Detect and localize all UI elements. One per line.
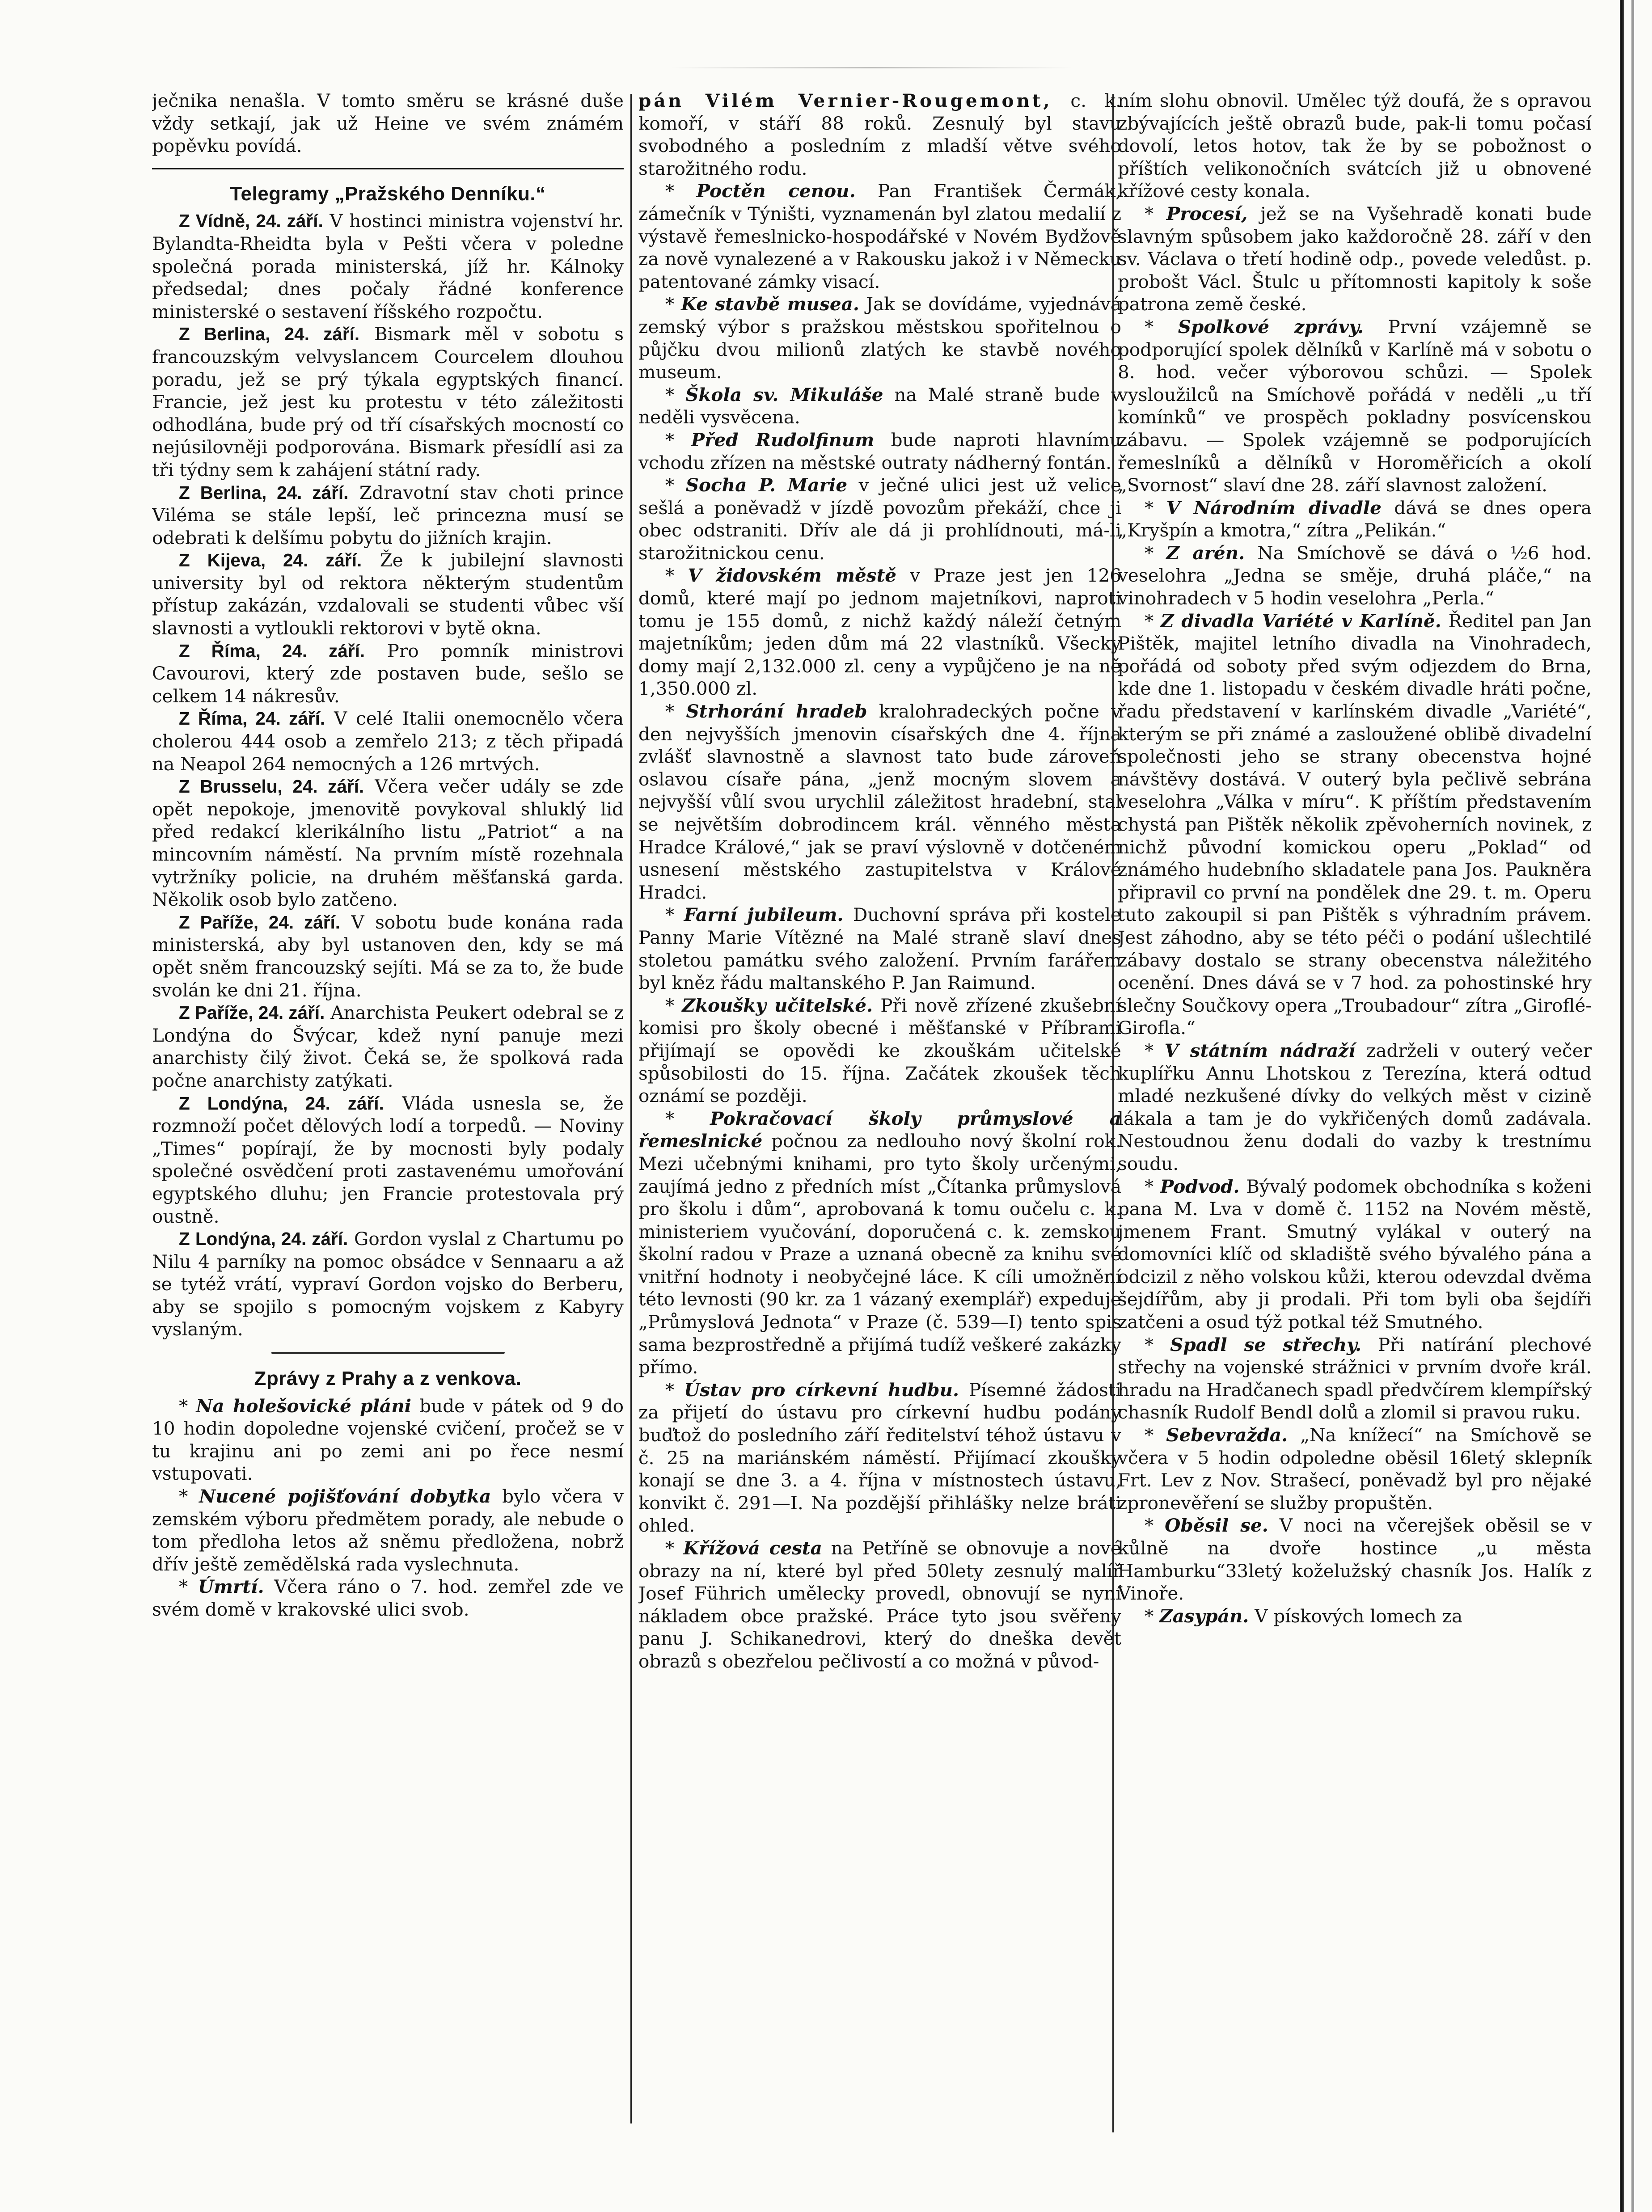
- news-text: Při nově zřízené zkušební komisi pro školy obecné i měšťanské v Příbrami přijímají se opovědi ke zkouškám učitelské spůsobilosti do 15. října. Začátek zkoušek těch oznámí se později.: [638, 994, 1121, 1107]
- telegram-text: Vláda usnesla se, že rozmnoží počet dělových lodí a torpedů. — Noviny „Times“ popírají, že by mocnosti byly podaly společné osvědčení proti zastavenému umořování egyptského dluhu; jen Francie protestovala prý oustně.: [152, 1092, 624, 1227]
- telegram-dateline: Z Říma, 24. září.: [179, 708, 325, 729]
- telegram-text: Zdravotní stav choti prince Viléma se stále lepší, leč princezna musí se odebrati k delšímu pobytu do jižních krajin.: [152, 481, 624, 549]
- news-text: na Petříně se obnovuje a nové obrazy na ní, které byl před 50lety zesnulý malíř Josef Führich umělecky provedl, obnovují se nyní nákladem obce pražské. Práce tyto jsou svěřeny panu J. Schikanedrovi, který do dneška devět obrazů s obezřelou pečlivostí a co možná v původ-: [638, 1537, 1121, 1672]
- page-edge-shadow: [1631, 0, 1634, 2212]
- news-text: V pískových lomech za: [1255, 1605, 1463, 1627]
- news-item: * Socha P. Marie v ječné ulici jest už velice sešlá a poněvadž v jízdě povozům překáží, chce ji obec odstraniti. Dřív ale dá ji prohlídnouti, má-li starožitnickou cenu.: [638, 474, 1121, 564]
- news-lead: V státním nádraží: [1164, 1039, 1356, 1061]
- news-item: * Zasypán. V pískových lomech za: [1145, 1605, 1463, 1627]
- news-lead: Před Rudolfinum: [691, 429, 875, 451]
- news-lead: Farní jubileum.: [684, 904, 844, 926]
- news-lead: Škola sv. Mikuláše: [685, 384, 883, 405]
- telegram-dateline: Z Říma, 24. září.: [179, 640, 365, 661]
- telegram-list: [152, 210, 624, 1341]
- news-item: * Farní jubileum. Duchovní správa při kostele Panny Marie Vítězné na Malé straně slaví dnes stoletou památku svého založení. Prvním farářem byl kněz řádu maltanského P. Jan Raimund.: [638, 904, 1121, 994]
- news-item: * V státním nádraží zadrželi v outerý večer kuplířku Annu Lhotskou z Terezína, která odtud mladé nezkušené dívky do velkých měst v cizině lákala a tam je do vykřičených domů zadávala. Nestoudnou ženu dodali do vazby k trestnímu soudu.: [1118, 1039, 1592, 1174]
- news-lead: V židovském městě: [688, 565, 897, 587]
- news-list: [152, 1395, 624, 1621]
- telegram-item: [152, 1001, 624, 1092]
- news-list: [638, 180, 1121, 1672]
- telegram-dateline: Z Kijeva, 24. září.: [179, 550, 362, 571]
- telegram-item: [152, 775, 624, 911]
- news-text: dává se dnes opera „Kryšpín a kmotra,“ zítra „Pelikán.“: [1118, 497, 1592, 541]
- paragraph-continuation: [638, 89, 1121, 180]
- telegram-text: Gordon vyslal z Chartumu po Nilu 4 parníky na pomoc obsádce v Sennaaru a až se tytéž vrátí, vypraví Gordon vojsko do Berberu, aby se spojilo s pomocným vojskem z Kabyry vyslaným.: [152, 1228, 624, 1340]
- telegram-dateline: Z Berlina, 24. září.: [179, 482, 349, 503]
- news-item: * V židovském městě v Praze jest jen 126 domů, které mají po jednom majetníkovi, naproti tomu je 155 domů, z nichž každý náleží četným majetníkům; jeden dům má 22 vlastníků. Všecky domy mají 2,132.000 zl. ceny a vypůjčeno je na ně 1,350.000 zl.: [638, 565, 1121, 700]
- news-lead: Ústav pro církevní hudbu.: [684, 1379, 959, 1401]
- person-name: pán Vilém Vernier-Rougemont,: [638, 90, 1052, 111]
- news-item: * Podvod. Bývalý podomek obchodníka s koženi pana M. Lva v domě č. 1152 na Novém městě, jmenem Frant. Smutný vylákal v outerý na domovníci klíč od skladiště svého bývalého pána a odcizil z něho volskou kůži, kterou odevzdal dvěma šejdířům, aby ji prodali. Při tom byli oba šejdíři zatčeni a osud týž potkal též Smutného.: [1118, 1175, 1592, 1333]
- news-text: První vzájemně se podporující spolek dělníků v Karlíně má v sobotu o 8. hod. večer výborovou schůzi. — Spolek vysloužilců na Smíchově pořádá v neděli „u tří komínků“ ve prospěch pokladny posvícenskou zábavu. — Spolek vzájemně se podporujících řemeslníků a dělníků v Horoměřicích a okolí „Svornost“ slaví dne 28. září slavnost založení.: [1118, 316, 1592, 496]
- news-item: * Ke stavbě musea. Jak se dovídáme, vyjednává zemský výbor s pražskou městskou spořitelnou o půjčku dvou milionů zlatých ke stavbě nového museum.: [638, 293, 1121, 383]
- telegram-text: Anarchista Peukert odebral se z Londýna do Švýcar, kdež nyní panuje mezi anarchisty čilý život. Čeká se, že spolková rada počne anarchisty zatýkati.: [152, 1002, 624, 1091]
- news-lead: Spolkové zprávy.: [1178, 316, 1364, 338]
- telegram-text: Pro pomník ministrovi Cavourovi, který zde postaven bude, sešlo se celkem 14 nákresův.: [152, 640, 624, 707]
- news-item: * Křížová cesta na Petříně se obnovuje a nové obrazy na ní, které byl před 50lety zesnulý malíř Josef Führich umělecky provedl, obnovují se nyní nákladem obce pražské. Práce tyto jsou svěřeny panu J. Schikanedrovi, který do dneška devět obrazů s obezřelou pečlivostí a co možná v původ-: [638, 1537, 1121, 1672]
- news-lead: Křížová cesta: [683, 1537, 822, 1559]
- news-lead: Z divadla Variété v Karlíně.: [1160, 610, 1441, 632]
- news-item: * Procesí, jež se na Vyšehradě konati bude slavným spůsobem jako každoročně 28. září v den sv. Václava o třetí hodině odp., povede veledůst. p. probošt Václ. Štulc u přítomnosti kapitoly k soše patrona země české.: [1118, 203, 1592, 315]
- news-lead: Podvod.: [1160, 1175, 1240, 1197]
- news-lead: V Národním divadle: [1166, 497, 1382, 519]
- news-lead: Procesí,: [1166, 203, 1248, 224]
- news-text: bude naproti hlavnímu vchodu zřízen na městské outraty nádherný fontán.: [638, 429, 1121, 473]
- telegram-text: V hostinci ministra vojenství hr. Bylandta-Rheidta byla v Pešti včera v poledne společná porada ministerská, jíž hr. Kálnoky předsedal; dnes počaly řádné konference ministerské o sestavení říšského rozpočtu.: [152, 210, 624, 322]
- news-lead: Zkoušky učitelské.: [682, 994, 873, 1016]
- news-text: Bývalý podomek obchodníka s koženi pana M. Lva v domě č. 1152 na Novém městě, jmenem Frant. Smutný vylákal v outerý na domovníci klíč od skladiště svého bývalého pána a odcizil z něho volskou kůži, kterou odevzdal dvěma šejdířům, aby ji prodali. Při tom byli oba šejdíři zatčeni a osud týž potkal též Smutného.: [1118, 1175, 1592, 1333]
- news-item: * Sebevražda. „Na knížecí“ na Smíchově se včera v 5 hodin odpoledne oběsil 16letý sklepník Frt. Lev z Nov. Strašecí, poněvadž byl pro nějaké zpronevěření se služby propuštěn.: [1118, 1424, 1592, 1514]
- telegram-item: [152, 1092, 624, 1228]
- news-text: v ječné ulici jest už velice sešlá a poněvadž v jízdě povozům překáží, chce ji obec odstraniti. Dřív ale dá ji prohlídnouti, má-li starožitnickou cenu.: [638, 474, 1121, 564]
- news-item: * Spolkové zprávy. První vzájemně se podporující spolek dělníků v Karlíně má v sobotu o 8. hod. večer výborovou schůzi. — Spolek vysloužilců na Smíchově pořádá v neděli „u tří komínků“ ve prospěch pokladny posvícenskou zábavu. — Spolek vzájemně se podporujících řemeslníků a dělníků v Horoměřicích a okolí „Svornost“ slaví dne 28. září slavnost založení.: [1118, 316, 1592, 496]
- news-lead: Na holešovické pláni: [196, 1395, 412, 1417]
- telegram-text: Včera večer udály se zde opět nepokoje, jmenovitě povykoval shluklý lid před redakcí klerikálního listu „Patriot“ a na mincovním náměstí. Na prvním místě rozehnala vytržníky policie, na druhém měšťanská garda. Několik osob bylo zatčeno.: [152, 776, 624, 911]
- news-lead: Úmrtí.: [198, 1576, 264, 1598]
- telegram-item: [152, 707, 624, 775]
- news-text: Včera ráno o 7. hod. zemřel zde ve svém domě v krakovské ulici svob.: [152, 1576, 624, 1620]
- news-list: [1118, 203, 1592, 1627]
- telegram-item: [152, 640, 624, 708]
- news-lead: Nucené pojišťování dobytka: [199, 1486, 491, 1507]
- news-item: * V Národním divadle dává se dnes opera „Kryšpín a kmotra,“ zítra „Pelikán.“: [1118, 497, 1592, 541]
- column-left: [152, 89, 624, 2128]
- section-rule: [152, 168, 624, 169]
- news-text: na Malé straně bude v neděli vysvěcena.: [638, 384, 1121, 428]
- column-right: [1118, 89, 1592, 2128]
- news-item: * Ústav pro církevní hudbu. Písemné žádosti za přijetí do ústavu pro církevní hudbu podány buďtož do posledního září ředitelství téhož ústavu v č. 25 na mariánském náměstí. Přijímací zkoušky konají se dne 3. a 4. října v místnostech ústavu, konvikt č. 291—I. Na pozdější přihlášky nelze bráti ohled.: [638, 1379, 1121, 1537]
- news-lead: Pokračovací školy průmyslové a řemeslnické: [638, 1107, 1121, 1152]
- paragraph-continuation: ječnika nenašla. V tomto směru se krásné duše vždy setkají, jak už Heine ve svém známém popěvku povídá.: [152, 90, 624, 157]
- print-smudge: [671, 67, 1073, 68]
- telegram-item: [152, 1228, 624, 1341]
- news-lead: Socha P. Marie: [685, 474, 848, 496]
- page-binding-edge: [1620, 0, 1624, 2212]
- news-text: Ředitel pan Jan Pištěk, majitel letního divadla na Vinohradech, pořádá od soboty před svým odjezdem do Brna, kde dne 1. listopadu v českém divadle hráti počne, řadu představení v karlínském divadle „Variété“, kterým se při známé a zasloužené oblibě divadelní společnosti jeho se strany obecenstva hojné návštěvy dostává. V outerý byla pečlivě sebrána veselohra „Válka v míru“. K příštím představením chystá pan Pištěk několik zpěvoherních novinek, z nichž původní komickou operu „Poklad“ od známého hudebního skladatele pana Jos. Paukněra připravil co první na pondělek dne 29. t. m. Operu tuto zakoupil si pan Pištěk s výhradním právem. Jest záhodno, aby se této péči o podání ušlechtilé zábavy dostalo se strany obecenstva náležitého ocenění. Dnes dává se v 7 hod. za pohostinské hry slečny Součkovy opera „Troubadour“ zítra „Giroflé-Girofla.“: [1118, 610, 1592, 1039]
- news-text: Při natírání plechové střechy na vojenské strážnici v prvním dvoře král. hradu na Hradčanech spadl předvčírem klempířský chasník Rudolf Bendl dolů a zlomil si pravou ruku.: [1118, 1334, 1592, 1423]
- news-text: bylo včera v zemském výboru předmětem porady, ale nebude o tom předloha letos až sněmu předložena, nobrž dřív ještě zemědělská rada vyslechnuta.: [152, 1486, 624, 1575]
- telegram-dateline: Z Londýna, 24. září.: [179, 1228, 348, 1250]
- news-item: * Nucené pojišťování dobytka bylo včera v zemském výboru předmětem porady, ale nebude o tom předloha letos až sněmu předložena, nobrž dřív ještě zemědělská rada vyslechnuta.: [152, 1486, 624, 1575]
- news-text: „Na knížecí“ na Smíchově se včera v 5 hodin odpoledne oběsil 16letý sklepník Frt. Lev z Nov. Strašecí, poněvadž byl pro nějaké zpronevěření se služby propuštěn.: [1118, 1424, 1592, 1514]
- news-text: Písemné žádosti za přijetí do ústavu pro církevní hudbu podány buďtož do posledního září ředitelství téhož ústavu v č. 25 na mariánském náměstí. Přijímací zkoušky konají se dne 3. a 4. října v místnostech ústavu, konvikt č. 291—I. Na pozdější přihlášky nelze bráti ohled.: [638, 1379, 1121, 1537]
- telegram-text: Že k jubilejní slavnosti university byl od rektora některým studentům přístup zakázán, vzdalovali se studenti vůbec vší slavnosti a vytloukli rektorovi v bytě okna.: [152, 549, 624, 639]
- news-item: * Spadl se střechy. Při natírání plechové střechy na vojenské strážnici v prvním dvoře král. hradu na Hradčanech spadl předvčírem klempířský chasník Rudolf Bendl dolů a zlomil si pravou ruku.: [1118, 1334, 1592, 1423]
- news-item: * Z arén. Na Smíchově se dává o ½6 hod. veselohra „Jedna se směje, druhá pláče,“ na vinohradech v 5 hodin veselohra „Perla.“: [1118, 542, 1592, 609]
- telegram-dateline: Z Vídně, 24. září.: [179, 211, 323, 232]
- news-item: * Zkoušky učitelské. Při nově zřízené zkušební komisi pro školy obecné i měšťanské v Příbrami přijímají se opovědi ke zkouškám učitelské spůsobilosti do 15. října. Začátek zkoušek těch oznámí se později.: [638, 994, 1121, 1107]
- news-text: V noci na včerejšek oběsil se v kůlně na dvoře hostince „u města Hamburku“33letý koželužský chasník Jos. Halík z Vinoře.: [1118, 1515, 1592, 1604]
- telegrams-heading: Telegramy „Pražského Denníku.“: [230, 182, 546, 205]
- news-item: * Pokračovací školy průmyslové a řemeslnické počnou za nedlouho nový školní rok. Mezi učebnými knihami, pro tyto školy určenými, zaujímá jedno z předních míst „Čítanka průmyslová pro školu i dům“, aprobovaná k tomu oučelu c. k. ministeriem vyučování, doporučená c. k. zemskou školní radou v Praze a uznaná obecně za knihu své vnitřní hodnoty i neobyčejné láce. K cíli umožnění této levnosti (90 kr. za 1 vázaný exemplář) expeduje „Průmyslová Jednota“ v Praze (č. 539—I) tento spis sama bezprostředně a přijímá tudíž veškeré zakázky přímo.: [638, 1107, 1121, 1378]
- telegram-dateline: Z Londýna, 24. září.: [179, 1093, 384, 1114]
- news-item: * Před Rudolfinum bude naproti hlavnímu vchodu zřízen na městské outraty nádherný fontán.: [638, 429, 1121, 473]
- telegram-dateline: Z Brusselu, 24. září.: [179, 776, 364, 797]
- news-heading: Zprávy z Prahy a z venkova.: [254, 1368, 522, 1390]
- news-text: jež se na Vyšehradě konati bude slavným spůsobem jako každoročně 28. září v den sv. Václava o třetí hodině odp., povede veledůst. p. probošt Václ. Štulc u přítomnosti kapitoly k soše patrona země české.: [1118, 203, 1592, 315]
- news-lead: Sebevražda.: [1166, 1424, 1288, 1446]
- news-text: Na Smíchově se dává o ½6 hod. veselohra „Jedna se směje, druhá pláče,“ na vinohradech v 5 hodin veselohra „Perla.“: [1118, 542, 1592, 609]
- news-text: Pan František Čermák, zámečník v Týništi, vyznamenán byl zlatou medalií z výstavě řemeslnicko-hospodářské v Novém Bydžově za nově vynalezené a v Rakousku jakož i v Německu patentované zámky visací.: [638, 180, 1121, 292]
- news-text: počnou za nedlouho nový školní rok. Mezi učebnými knihami, pro tyto školy určenými, zaujímá jedno z předních míst „Čítanka průmyslová pro školu i dům“, aprobovaná k tomu oučelu c. k. ministeriem vyučování, doporučená c. k. zemskou školní radou v Praze a uznaná obecně za knihu své vnitřní hodnoty i neobyčejné láce. K cíli umožnění této levnosti (90 kr. za 1 vázaný exemplář) expeduje „Průmyslová Jednota“ v Praze (č. 539—I) tento spis sama bezprostředně a přijímá tudíž veškeré zakázky přímo.: [638, 1130, 1121, 1378]
- news-lead: Z arén.: [1166, 542, 1245, 564]
- paragraph-text: c. k. komoří, v stáří 88 roků. Zesnulý byl stavu svobodného a posledním z mladší větve svého starožitného rodu.: [638, 90, 1121, 179]
- news-item: * Strhorání hradeb kralohradeckých počne v den nejvyšších jmenovin císařských dne 4. října zvlášť slavnostně a slavnost tato bude zároveň oslavou císaře pána, „jenž mocným slovem a nejvyšší vůlí svou urychlil záležitost hradební, stal se největším dobrodincem král. věnného města Hradce Králové,“ jak se praví výslovně v dotčeném usnesení městského zastupitelstva v Králové Hradci.: [638, 701, 1121, 903]
- news-lead: Poctěn cenou.: [696, 180, 856, 202]
- news-lead: Oběsil se.: [1165, 1515, 1268, 1537]
- telegram-dateline: Z Paříže, 24. září.: [179, 1002, 325, 1023]
- news-lead: Ke stavbě musea.: [681, 293, 859, 315]
- column-middle: [638, 89, 1121, 2128]
- news-lead: Strhorání hradeb: [686, 701, 867, 722]
- paragraph-continuation: ním slohu obnovil. Umělec týž doufá, že s opravou zbývajících ještě obrazů bude, pak-li tomu počasí dovolí, letos hotov, tak že by se pobožnost o příštích velikonočních svátcích již u obnovené křížové cesty konala.: [1118, 90, 1592, 202]
- news-item: * Na holešovické pláni bude v pátek od 9 do 10 hodin dopoledne vojenské cvičení, pročež se v tu krajinu ani po zemi ani po řece nesmí vstupovati.: [152, 1395, 624, 1485]
- telegram-item: [152, 210, 624, 323]
- telegram-text: Bismark měl v sobotu s francouzským velvyslancem Courcelem dlouhou poradu, jež se prý týkala egyptských financí. Francie, jež jest ku protestu v této záležitosti odhodlána, bude prý od tří císařských mocností co nejúsilovněji podporována. Bismark přesídlí asi za tři týdny sem k zahájení státní rady.: [152, 323, 624, 481]
- news-item: * Z divadla Variété v Karlíně. Ředitel pan Jan Pištěk, majitel letního divadla na Vinohradech, pořádá od soboty před svým odjezdem do Brna, kde dne 1. listopadu v českém divadle hráti počne, řadu představení v karlínském divadle „Variété“, kterým se při známé a zasloužené oblibě divadelní společnosti jeho se strany obecenstva hojné návštěvy dostává. V outerý byla pečlivě sebrána veselohra „Válka v míru“. K příštím představením chystá pan Pištěk několik zpěvoherních novinek, z nichž původní komickou operu „Poklad“ od známého hudebního skladatele pana Jos. Paukněra připravil co první na pondělek dne 29. t. m. Operu tuto zakoupil si pan Pištěk s výhradním právem. Jest záhodno, aby se této péči o podání ušlechtilé zábavy dostalo se strany obecenstva náležitého ocenění. Dnes dává se v 7 hod. za pohostinské hry slečny Součkovy opera „Troubadour“ zítra „Giroflé-Girofla.“: [1118, 610, 1592, 1039]
- news-lead: Spadl se střechy.: [1170, 1334, 1362, 1355]
- telegram-text: V sobotu bude konána rada ministerská, aby byl ustanoven den, kdy se má opět sněm francouzský sejíti. Má se za to, že bude svolán ke dni 21. října.: [152, 911, 624, 1001]
- telegram-item: [152, 481, 624, 549]
- news-item: * Poctěn cenou. Pan František Čermák, zámečník v Týništi, vyznamenán byl zlatou medalií z výstavě řemeslnicko-hospodářské v Novém Bydžově za nově vynalezené a v Rakousku jakož i v Německu patentované zámky visací.: [638, 180, 1121, 292]
- telegram-item: [152, 323, 624, 481]
- news-item: * Oběsil se. V noci na včerejšek oběsil se v kůlně na dvoře hostince „u města Hamburku“33letý koželužský chasník Jos. Halík z Vinoře.: [1118, 1515, 1592, 1604]
- news-text: Duchovní správa při kostele Panny Marie Vítězné na Malé straně slaví dnes stoletou památku svého založení. Prvním farářem byl kněz řádu maltanského P. Jan Raimund.: [638, 904, 1121, 994]
- telegram-dateline: Z Berlina, 24. září.: [179, 324, 360, 345]
- news-text: zadrželi v outerý večer kuplířku Annu Lhotskou z Terezína, která odtud mladé nezkušené dívky do velkých měst v cizině lákala a tam je do vykřičených domů zadávala. Nestoudnou ženu dodali do vazby k trestnímu soudu.: [1118, 1039, 1592, 1174]
- news-text: Jak se dovídáme, vyjednává zemský výbor s pražskou městskou spořitelnou o půjčku dvou milionů zlatých ke stavbě nového museum.: [638, 293, 1121, 383]
- news-item: * Úmrtí. Včera ráno o 7. hod. zemřel zde ve svém domě v krakovské ulici svob.: [152, 1576, 624, 1620]
- telegram-item: [152, 911, 624, 1001]
- section-rule: [271, 1352, 505, 1354]
- news-item: * Škola sv. Mikuláše na Malé straně bude v neděli vysvěcena.: [638, 384, 1121, 428]
- telegram-text: V celé Italii onemocnělo včera cholerou 444 osob a zemřelo 213; z těch připadá na Neapol 264 nemocných a 126 mrtvých.: [152, 708, 624, 775]
- telegram-dateline: Z Paříže, 24. září.: [179, 912, 341, 933]
- news-text: v Praze jest jen 126 domů, které mají po jednom majetníkovi, naproti tomu je 155 domů, z nichž každý náleží četným majetníkům; jeden dům má 22 vlastníků. Všecky domy mají 2,132.000 zl. ceny a vypůjčeno je na ně 1,350.000 zl.: [638, 565, 1121, 700]
- telegram-item: [152, 549, 624, 639]
- news-lead: Zasypán.: [1159, 1605, 1249, 1627]
- column-divider: [630, 94, 632, 2123]
- news-text: bude v pátek od 9 do 10 hodin dopoledne vojenské cvičení, pročež se v tu krajinu ani po zemi ani po řece nesmí vstupovati.: [152, 1395, 624, 1485]
- news-text: kralohradeckých počne v den nejvyšších jmenovin císařských dne 4. října zvlášť slavnostně a slavnost tato bude zároveň oslavou císaře pána, „jenž mocným slovem a nejvyšší vůlí svou urychlil záležitost hradební, stal se největším dobrodincem král. věnného města Hradce Králové,“ jak se praví výslovně v dotčeném usnesení městského zastupitelstva v Králové Hradci.: [638, 701, 1121, 903]
